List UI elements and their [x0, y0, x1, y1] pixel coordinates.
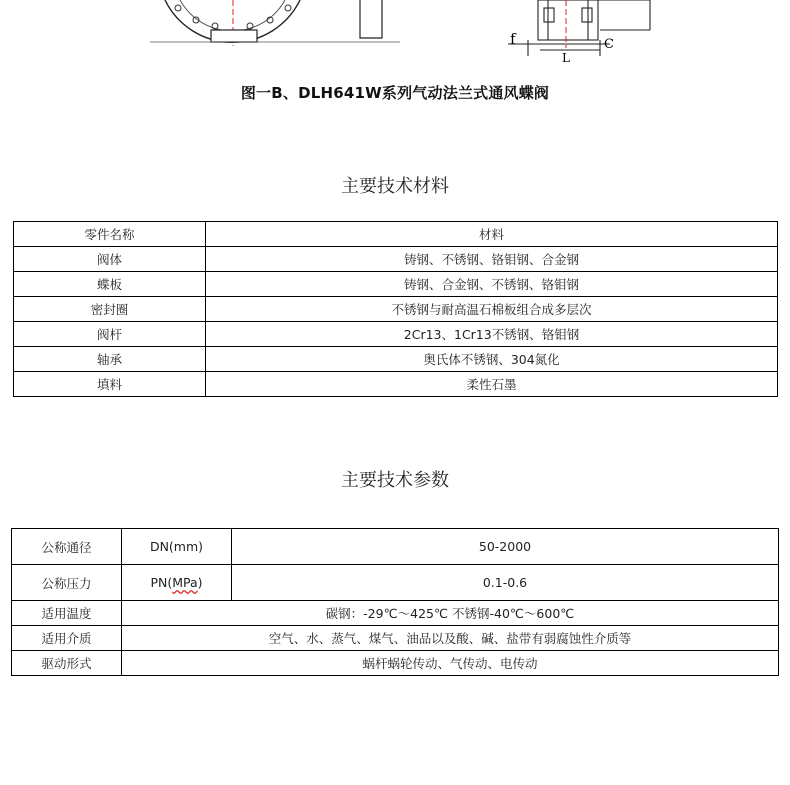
table-row [14, 322, 778, 347]
table-row [12, 626, 779, 651]
unit-suffix: ) [197, 575, 203, 590]
table-row [14, 247, 778, 272]
param-value-cell: 蜗杆蜗轮传动、气传动、电传动 [122, 651, 779, 676]
param-label-cell: 驱动形式 [12, 651, 122, 676]
table-row [12, 529, 779, 565]
dim-label-f: f [510, 30, 516, 48]
header-material: 材料 [206, 222, 778, 247]
part-name-cell: 轴承 [14, 347, 206, 372]
material-cell: 柔性石墨 [206, 372, 778, 397]
param-label-cell: 适用介质 [12, 626, 122, 651]
actuator-base [211, 30, 257, 42]
part-name-cell: 填料 [14, 372, 206, 397]
part-name-cell: 阀杆 [14, 322, 206, 347]
materials-table [13, 221, 778, 397]
materials-section-title: 主要技术材料 [341, 176, 449, 197]
spellcheck-underlined-unit: MPa [172, 575, 198, 590]
dim-label-c: C [604, 37, 614, 52]
table-row [14, 272, 778, 297]
param-value-cell: 0.1-0.6 [232, 565, 779, 601]
valve-drawing [0, 0, 790, 72]
dim-label-l: L [562, 51, 570, 65]
params-table [11, 528, 779, 676]
param-value-cell: 50-2000 [232, 529, 779, 565]
part-name-cell: 密封圈 [14, 297, 206, 322]
part-name-cell: 阀体 [14, 247, 206, 272]
figure-caption: 图一B、DLH641W系列气动法兰式通风蝶阀 [240, 84, 550, 102]
table-row [14, 347, 778, 372]
material-cell: 铸钢、合金钢、不锈钢、铬钼钢 [206, 272, 778, 297]
unit-prefix: PN( [150, 575, 173, 590]
params-section-title: 主要技术参数 [341, 470, 449, 491]
section-view [508, 0, 650, 56]
param-unit-cell: DN(mm) [122, 529, 232, 565]
param-value-cell: 空气、水、蒸气、煤气、油品以及酸、碱、盐带有弱腐蚀性介质等 [122, 626, 779, 651]
table-row [12, 651, 779, 676]
material-cell: 不锈钢与耐高温石棉板组合成多层次 [206, 297, 778, 322]
param-unit-cell [122, 565, 232, 601]
table-row [14, 372, 778, 397]
bolt-holes [175, 5, 291, 29]
param-label-cell: 公称通径 [12, 529, 122, 565]
header-part-name: 零件名称 [14, 222, 206, 247]
param-value-cell: 碳钢：-29℃～425℃ 不锈钢-40℃～600℃ [122, 601, 779, 626]
material-cell: 2Cr13、1Cr13不锈钢、铬钼钢 [206, 322, 778, 347]
material-cell: 奥氏体不锈钢、304氮化 [206, 347, 778, 372]
table-row [12, 565, 779, 601]
param-label-cell: 公称压力 [12, 565, 122, 601]
support-leg [360, 0, 382, 38]
table-row [12, 601, 779, 626]
table-row [14, 297, 778, 322]
part-name-cell: 蝶板 [14, 272, 206, 297]
param-label-cell: 适用温度 [12, 601, 122, 626]
table-header-row [14, 222, 778, 247]
material-cell: 铸钢、不锈钢、铬钼钢、合金钢 [206, 247, 778, 272]
